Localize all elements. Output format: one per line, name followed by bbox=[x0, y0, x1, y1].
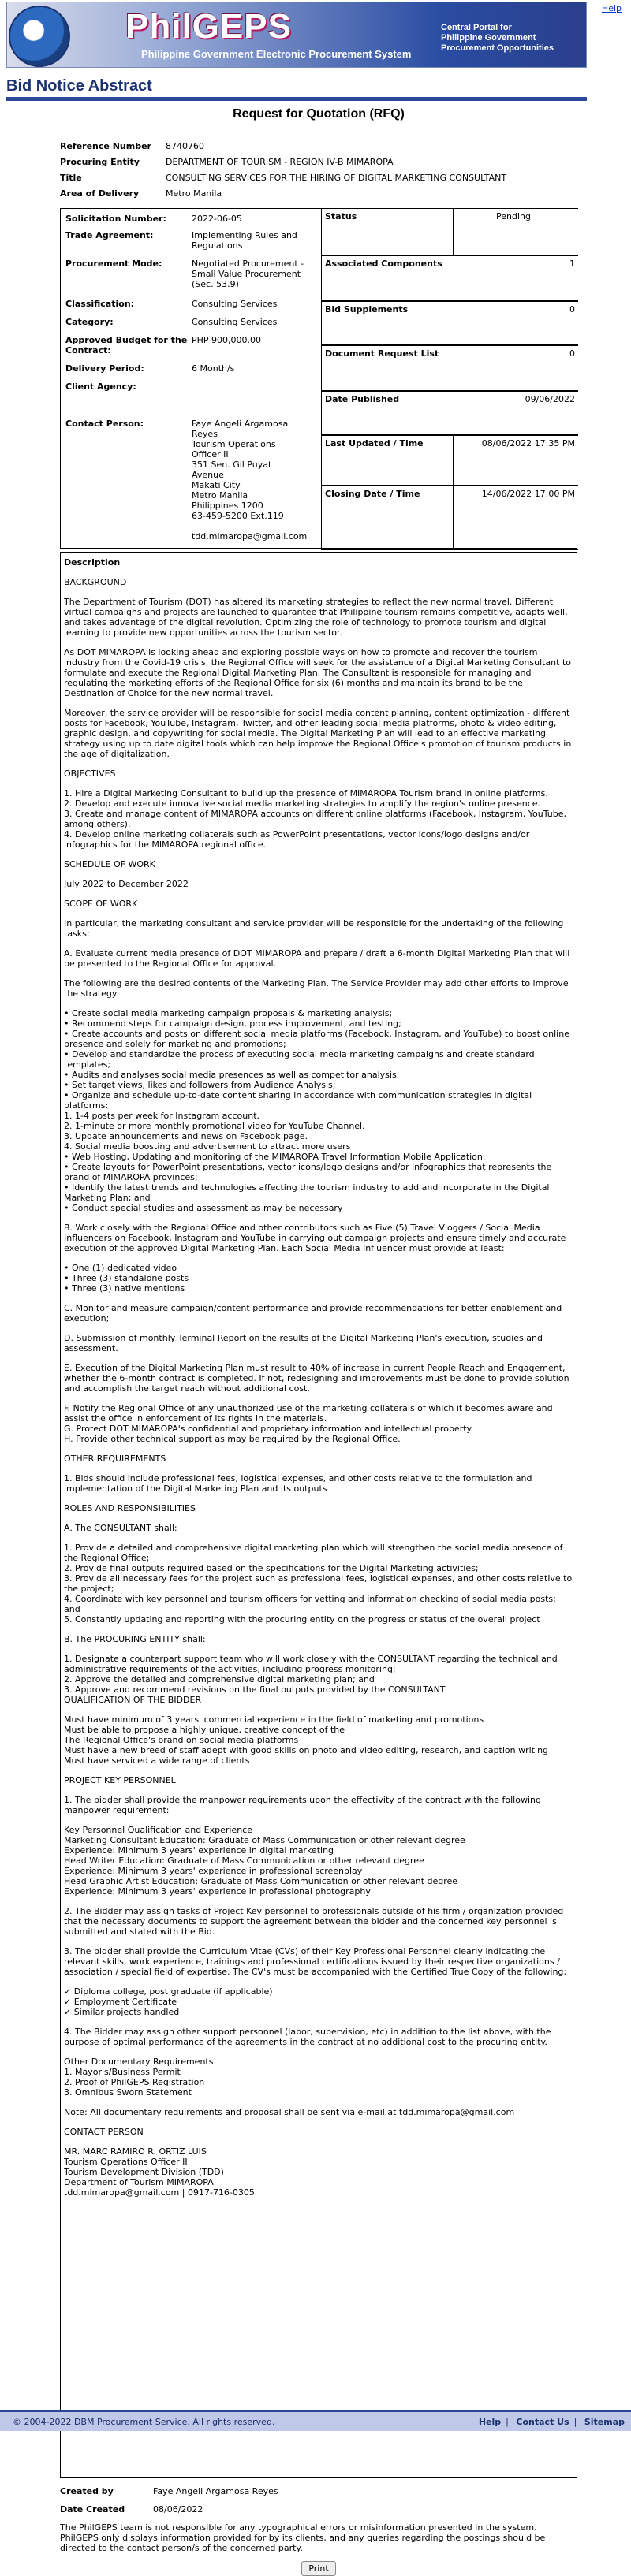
description-paragraph: Note: All documentary requirements and proposal shall be sent via e-mail at tdd.mimaropa@gmail.com bbox=[64, 2107, 515, 2117]
description-paragraph: 4. The Bidder may assign other support personnel (labor, supervision, etc) in addition to the list above, with the purpose of optimal performance of the agreements in the contract at no additional cost to the procuring entity. bbox=[64, 2027, 554, 2047]
contact-line: Tourism Operations bbox=[192, 439, 276, 449]
rfq-title: Request for Quotation (RFQ) bbox=[233, 107, 405, 121]
date-created-row bbox=[60, 2504, 577, 2515]
detail-label: Category: bbox=[65, 317, 114, 327]
description-paragraph: 1. Designate a counterpart support team who will work closely with the CONSULTANT regarding the technical and administrative requirements of the activities, including progress monitoring; 2. Approve the detailed and comprehensive digital marketing plan; and 3. Approve and recommend revisions on the final outputs provided by the CONSULTANT QUALIFICATION OF THE BIDDER bbox=[64, 1654, 558, 1705]
contact-line: Metro Manila bbox=[192, 490, 248, 501]
copyright: © 2004-2022 DBM Procurement Service. All rights reserved. bbox=[13, 2417, 275, 2427]
rfq-content bbox=[60, 102, 577, 2576]
separator: | bbox=[573, 2417, 577, 2427]
detail-label: Approved Budget for the Contract: bbox=[65, 335, 188, 356]
description-paragraph: • Create social media marketing campaign proposals & marketing analysis; • Recommend steps for campaign design, process improvement, and testing; • Create accounts and posts on different social media platforms (Facebook, Instagram, and YouTube) to boost online presence and solely for marketing and promotions; • Develop and standardize the process of executing social media marketing campaigns and create standard templates; • Audits and analyses social media presences as well as competitor analysis; • Set target views, likes and followers from Audience Analysis; • Organize and schedule up-to-date content sharing in accordance with communication strategies in digital platforms: 1. 1-4 posts per week for Instagram account. 2. 1-minute or more monthly promotional video for YouTube Channel. 3. Update announcements and news on Facebook page. 4. Social media boosting and advertisement to attract more users • Web Hosting, Updating and monitoring of the MIMAROPA Travel Information Mobile Application. • Create layouts for PowerPoint presentations, vector icons/logo designs and/or infographics that represents the brand of MIMAROPA provinces; • Identify the latest trends and technologies affecting the tourism industry to add and incorporate in the Digital Marketing Plan; and • Conduct special studies and assessment as may be necessary bbox=[64, 1008, 569, 1213]
footer-sitemap-link[interactable]: Sitemap bbox=[584, 2417, 625, 2427]
closing-date-label: Closing Date / Time bbox=[325, 489, 420, 499]
description-paragraph: CONTACT PERSON bbox=[64, 2127, 144, 2137]
detail-label: Classification: bbox=[65, 299, 135, 309]
divider bbox=[453, 436, 454, 485]
info-label: Title bbox=[60, 173, 82, 183]
bid-supplements-label: Bid Supplements bbox=[325, 304, 409, 315]
created-by-value: Faye Angeli Argamosa Reyes bbox=[153, 2486, 278, 2496]
info-value: CONSULTING SERVICES FOR THE HIRING OF DIGITAL MARKETING CONSULTANT bbox=[166, 173, 507, 183]
info-row bbox=[60, 170, 577, 186]
description-paragraph: 2. The Bidder may assign tasks of Project Key personnel to professionals outside of his firm / organization provided that the necessary documents to support the agreement between the bidder and the concerned key personnel is submitted and stated with the Bid. bbox=[64, 1906, 566, 1937]
associated-components-label: Associated Components bbox=[325, 259, 442, 269]
detail-value: 2022-06-05 bbox=[192, 214, 242, 224]
description-paragraph: July 2022 to December 2022 bbox=[64, 879, 189, 889]
bid-supplements-value: 0 bbox=[569, 304, 575, 315]
contact-line bbox=[192, 521, 311, 531]
portal-line: Procurement Opportunities bbox=[441, 43, 554, 53]
description-paragraph: OTHER REQUIREMENTS bbox=[64, 1454, 166, 1464]
detail-value bbox=[192, 382, 311, 392]
detail-value: 6 Month/s bbox=[192, 363, 235, 374]
detail-value: Consulting Services bbox=[192, 299, 278, 309]
description-paragraph: C. Monitor and measure campaign/content performance and provide recommendations for better enablement and execution; bbox=[64, 1303, 565, 1323]
created-info bbox=[60, 2486, 577, 2515]
footer-contact-link[interactable]: Contact Us bbox=[516, 2417, 569, 2427]
page-title: Bid Notice Abstract bbox=[6, 77, 152, 95]
description-paragraph: 1. Bids should include professional fees, logistical expenses, and other costs relative to the formulation and implementation of the Digital Marketing Plan and its outputs bbox=[64, 1473, 535, 1494]
status-panel bbox=[321, 209, 578, 549]
info-label: Reference Number bbox=[60, 141, 151, 151]
print-area bbox=[60, 2561, 577, 2576]
last-updated-value: 08/06/2022 17:35 PM bbox=[481, 438, 575, 449]
info-row bbox=[60, 186, 577, 202]
description-paragraph: ✓ Diploma college, post graduate (if applicable) ✓ Employment Certificate ✓ Similar projects handled bbox=[64, 1986, 273, 2017]
description-paragraph: The following are the desired contents of the Marketing Plan. The Service Provider may add other efforts to improve the strategy: bbox=[64, 978, 572, 999]
date-created-label: Date Created bbox=[60, 2504, 125, 2515]
description-section bbox=[60, 552, 577, 2478]
last-updated-box bbox=[321, 435, 578, 486]
separator: | bbox=[506, 2417, 509, 2427]
contact-details bbox=[192, 419, 311, 542]
footer-help-link[interactable]: Help bbox=[478, 2417, 502, 2427]
detail-label: Client Agency: bbox=[65, 382, 136, 392]
closing-date-value: 14/06/2022 17:00 PM bbox=[481, 489, 575, 499]
header-banner bbox=[6, 2, 587, 68]
description-paragraph: F. Notify the Regional Office of any unauthorized use of the marketing collaterals of which it becomes aware and assist the office in enforcement of its rights in the materials. G. Protect DOT MIMAROPA's confidential and proprietary information and intellectual property. H. Provide other technical support as may be required by the Regional Office. bbox=[64, 1403, 553, 1444]
info-block bbox=[60, 139, 577, 202]
description-paragraph: D. Submission of monthly Terminal Report on the results of the Digital Marketing Plan's execution, studies and assessment. bbox=[64, 1333, 546, 1353]
date-published-label: Date Published bbox=[325, 394, 400, 404]
description-paragraph: SCOPE OF WORK bbox=[64, 899, 138, 909]
contact-line: Faye Angeli Argamosa bbox=[192, 419, 289, 429]
details-grid bbox=[60, 208, 577, 549]
created-by-label: Created by bbox=[60, 2486, 114, 2496]
created-by-row bbox=[60, 2486, 577, 2496]
closing-date-box bbox=[321, 486, 578, 550]
contact-line: 63-459-5200 Ext.119 bbox=[192, 511, 284, 521]
associated-components-box bbox=[321, 255, 578, 301]
description-paragraph: 3. The bidder shall provide the Curriculum Vitae (CVs) of their Key Professional Personnel clearly indicating the relevant skills, work experience, trainings and professional certifications issued by their respective organizations / association / special field of expertise. The CV's must be accompanied with the Certified True Copy of the following: bbox=[64, 1946, 567, 1977]
associated-components-value: 1 bbox=[569, 259, 575, 269]
description-paragraph: BACKGROUND bbox=[64, 577, 127, 587]
detail-row bbox=[65, 363, 311, 374]
detail-row bbox=[65, 335, 311, 356]
detail-value: Implementing Rules and Regulations bbox=[192, 230, 297, 251]
detail-label: Contact Person: bbox=[65, 419, 144, 429]
contact-line: Reyes bbox=[192, 429, 218, 439]
description-paragraph: • One (1) dedicated video • Three (3) standalone posts • Three (3) native mentions bbox=[64, 1263, 189, 1294]
detail-row bbox=[65, 259, 311, 289]
contact-line: Philippines 1200 bbox=[192, 501, 263, 511]
description-paragraph: OBJECTIVES bbox=[64, 769, 116, 779]
detail-value: PHP 900,000.00 bbox=[192, 335, 262, 345]
print-button[interactable]: Print bbox=[301, 2561, 335, 2576]
detail-value: Negotiated Procurement - Small Value Procurement (Sec. 53.9) bbox=[192, 259, 304, 289]
description-paragraph: PROJECT KEY PERSONNEL bbox=[64, 1775, 176, 1785]
status-box bbox=[321, 208, 578, 255]
solicitation-details bbox=[61, 209, 316, 549]
philgeps-seal-icon bbox=[9, 6, 70, 67]
description-paragraph: Other Documentary Requirements 1. Mayor's/Business Permit 2. Proof of PhilGEPS Registration 3. Omnibus Sworn Statement bbox=[64, 2057, 214, 2098]
detail-row bbox=[65, 230, 311, 251]
description-paragraph: B. The PROCURING ENTITY shall: bbox=[64, 1634, 206, 1644]
description-body bbox=[64, 577, 573, 2198]
description-paragraph: A. Evaluate current media presence of DOT MIMAROPA and prepare / draft a 6-month Digital Marketing Plan that will be presented to the Regional Office for approval. bbox=[64, 948, 573, 969]
divider bbox=[453, 486, 454, 549]
description-paragraph: In particular, the marketing consultant and service provider will be responsible for the undertaking of the following tasks: bbox=[64, 918, 566, 939]
description-paragraph: SCHEDULE OF WORK bbox=[64, 859, 155, 869]
footer-bar bbox=[0, 2410, 631, 2431]
description-paragraph: As DOT MIMAROPA is looking ahead and exploring possible ways on how to promote and recover the tourism industry from the Covid-19 crisis, the Regional Office will seek for the assistance of a Digital Marketing Consultant to formulate and execute the Regional Digital Marketing Plan. The Consultant is responsible for managing and regulating the marketing efforts of the Regional Office for six (6) months and maintain its brand to be the Destination of Choice for the new normal travel. bbox=[64, 647, 574, 698]
detail-value: Consulting Services bbox=[192, 317, 278, 327]
info-row bbox=[60, 154, 577, 170]
divider bbox=[453, 209, 454, 255]
detail-label: Delivery Period: bbox=[65, 363, 144, 374]
info-value: DEPARTMENT OF TOURISM - REGION IV-B MIMAROPA bbox=[166, 157, 394, 167]
contact-line: Makati City bbox=[192, 480, 241, 490]
date-created-value: 08/06/2022 bbox=[153, 2504, 203, 2515]
description-paragraph: ROLES AND RESPONSIBILITIES bbox=[64, 1503, 196, 1513]
detail-row bbox=[65, 317, 311, 327]
description-paragraph: E. Execution of the Digital Marketing Plan must result to 40% of increase in current People Reach and Engagement, whether the 6-month contract is completed. If not, redesigning and improvements must be done to provide solution and accomplish the target reach without additional cost. bbox=[64, 1363, 573, 1394]
description-heading: Description bbox=[64, 557, 121, 568]
bid-supplements-box bbox=[321, 301, 578, 345]
contact-person bbox=[65, 419, 311, 542]
contact-email: tdd.mimaropa@gmail.com bbox=[192, 531, 308, 542]
info-label: Procuring Entity bbox=[60, 157, 140, 167]
description-paragraph: MR. MARC RAMIRO R. ORTIZ LUIS Tourism Operations Officer II Tourism Development Division (TDD) Department of Tourism MIMAROPA tdd.mimaropa@gmail.com | 0917-716-0305 bbox=[64, 2146, 255, 2198]
last-updated-label: Last Updated / Time bbox=[325, 438, 424, 449]
page-title-bar bbox=[6, 77, 587, 101]
description-paragraph: 1. Provide a detailed and comprehensive digital marketing plan which will strengthen the social media presence of the Regional Office; 2. Provide final outputs required based on the specifications for the Digital Marketing activities; 3. Provide all necessary fees for the project such as professional fees, logistical expenses, and other costs relative to the project; 4. Coordinate with key personnel and tourism officers for vetting and information checking of social media posts; and 5. Constantly updating and reporting with the procuring entity on the progress or status of the overall project bbox=[64, 1543, 573, 1625]
info-value: 8740760 bbox=[166, 141, 204, 151]
description-paragraph: The Department of Tourism (DOT) has altered its marketing strategies to reflect the new normal travel. Different virtual campaigns and projects are launched to guarantee that Philippine tourism remains competitive, adapts well, and takes advantage of the digital revolution. Optimizing the role of technology to promote tourism and digital learning to provide new opportunities across the tourism sector. bbox=[64, 597, 571, 638]
info-value: Metro Manila bbox=[166, 188, 222, 199]
portal-description bbox=[441, 23, 580, 54]
detail-label: Trade Agreement: bbox=[65, 230, 154, 240]
disclaimer: The PhilGEPS team is not responsible for any typographical errors or misinformation presented in the system. PhilGEPS only displays information provided for by its clients, and any queries regarding the postings should be directed to the contact person/s of the concerned party. bbox=[60, 2522, 546, 2553]
description-paragraph: 1. The bidder shall provide the manpower requirements upon the effectivity of the contract with the following manpower requirement: bbox=[64, 1795, 544, 1815]
portal-line: Central Portal for bbox=[441, 23, 512, 32]
philgeps-logo: PhilGEPS bbox=[125, 7, 292, 46]
detail-label: Procurement Mode: bbox=[65, 259, 162, 269]
detail-row bbox=[65, 382, 311, 392]
tagline: Philippine Government Electronic Procurement System bbox=[141, 48, 412, 60]
description-paragraph: Must have minimum of 3 years' commercial experience in the field of marketing and promotions Must be able to propose a highly unique, creative concept of the The Regional Office's brand on social media platforms Must have a new breed of staff adept with good skills on photo and video editing, research, and caption writing Must have serviced a wide range of clients bbox=[64, 1714, 549, 1766]
status-value: Pending bbox=[496, 211, 531, 221]
footer-links bbox=[474, 2417, 625, 2427]
contact-line: 351 Sen. Gil Puyat bbox=[192, 460, 272, 470]
date-published-box bbox=[321, 391, 578, 435]
detail-row bbox=[65, 299, 311, 309]
description-paragraph: Moreover, the service provider will be responsible for social media content planning, content optimization - different posts for Facebook, YouTube, Instagram, Twitter, and other leading social media platforms, photo & video editing, graphic design, and copywriting for social media. The Digital Marketing Plan will lead to an effective marketing strategy using up to date digital tools which can help improve the Regional Office's promotion of tourism products in the age of digitalization. bbox=[64, 708, 574, 759]
detail-row bbox=[65, 214, 311, 224]
description-paragraph: Key Personnel Qualification and Experience Marketing Consultant Education: Graduate of Mass Communication or other relevant degree Experience: Minimum 3 years' experience in digital marketing Head Writer Education: Graduate of Mass Communication or other relevant degree Experience: Minimum 3 years' experience in professional screenplay Head Graphic Artist Education: Graduate of Mass Communication or other relevant degree Experience: Minimum 3 years' experience in professional photography bbox=[64, 1825, 465, 1897]
description-paragraph: 1. Hire a Digital Marketing Consultant to build up the presence of MIMAROPA Tourism brand in online platforms. 2. Develop and execute innovative social media marketing strategies to amplify the region's online presence. 3. Create and manage content of MIMAROPA accounts on different online platforms (Facebook, Instagram, YouTube, among others). 4. Develop online marketing collaterals such as PowerPoint presentations, vector icons/logo designs and/or infographics for the MIMAROPA regional office. bbox=[64, 788, 566, 850]
portal-line: Philippine Government bbox=[441, 33, 536, 43]
date-published-value: 09/06/2022 bbox=[525, 394, 575, 404]
help-link-top[interactable]: Help bbox=[601, 3, 622, 13]
document-request-box bbox=[321, 345, 578, 391]
document-request-value: 0 bbox=[569, 348, 575, 359]
description-paragraph: A. The CONSULTANT shall: bbox=[64, 1523, 177, 1533]
contact-line: Officer II bbox=[192, 449, 229, 460]
document-request-label: Document Request List bbox=[325, 348, 439, 359]
detail-label: Solicitation Number: bbox=[65, 214, 166, 224]
info-row bbox=[60, 139, 577, 154]
contact-line: Avenue bbox=[192, 470, 224, 480]
status-label: Status bbox=[325, 211, 357, 221]
description-paragraph: B. Work closely with the Regional Office and other contributors such as Five (5) Travel Vloggers / Social Media Influencers on Facebook, Instagram and YouTube in carrying out campaign projects and ensure timely and accurate execution of the approved Digital Marketing Plan. Each Social Media Influencer must provide at least: bbox=[64, 1223, 569, 1253]
info-label: Area of Delivery bbox=[60, 188, 140, 199]
